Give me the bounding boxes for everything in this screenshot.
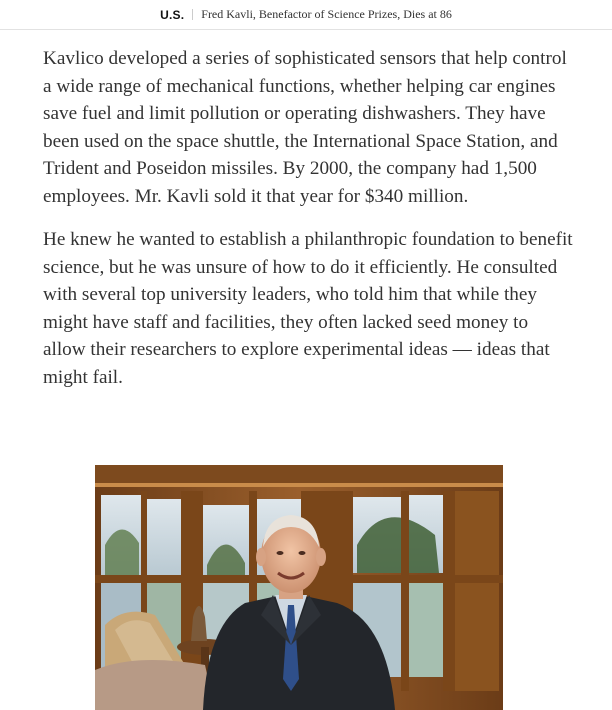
article-body — [43, 45, 573, 407]
header-headline: Fred Kavli, Benefactor of Science Prizes, Dies at 86 — [201, 7, 452, 21]
paragraph-2: He knew he wanted to establish a philanthropic foundation to benefit science, but he was unsure of how to do it efficiently. He consulted with several top university leaders, who told him that while they might have staff and facilities, they often lacked seed money to allow their researchers to explore experimental ideas — ideas that might fail. — [43, 229, 573, 388]
top-bar — [0, 0, 612, 30]
article-photo — [95, 465, 503, 710]
photo-illustration — [95, 465, 503, 710]
paragraph-1: Kavlico developed a series of sophisticated sensors that help control a wide range of mechanical functions, whether helping car engines save fuel and limit pollution or operating dishwashers. They have been used on the space shuttle, the International Space Station, and Trident and Poseidon missiles. By 2000, the company had 1,500 employees. Mr. Kavli sold it that year for $340 million. — [43, 48, 567, 207]
header-divider — [192, 9, 193, 20]
section-link[interactable]: U.S. — [160, 7, 185, 22]
